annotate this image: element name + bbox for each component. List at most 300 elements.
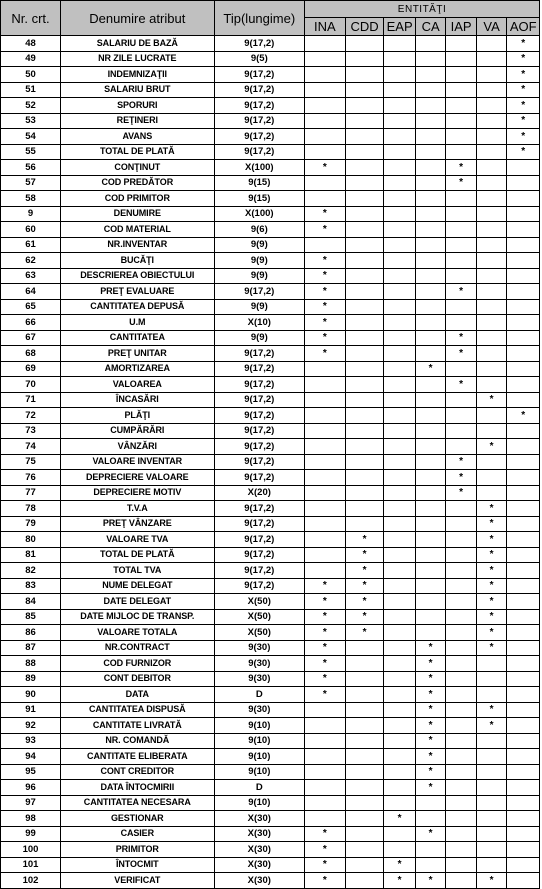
- entity-mark-ina: *: [305, 640, 346, 656]
- attribute-type: 9(10): [214, 749, 305, 765]
- table-row: [1, 501, 540, 517]
- row-number: 49: [1, 51, 61, 67]
- entity-mark-ina: [305, 36, 346, 52]
- attribute-type: D: [214, 780, 305, 796]
- entity-mark-ina: [305, 408, 346, 424]
- table-row: [1, 454, 540, 470]
- table-row: [1, 51, 540, 67]
- entity-mark-aof: [507, 160, 540, 176]
- entity-mark-cdd: [345, 485, 384, 501]
- entity-mark-va: [476, 795, 507, 811]
- attribute-type: 9(17,2): [214, 454, 305, 470]
- entity-mark-cdd: [345, 826, 384, 842]
- header-entity-va: VA: [476, 18, 507, 36]
- entity-mark-eap: [384, 361, 416, 377]
- table-row: [1, 392, 540, 408]
- attribute-type: 9(10): [214, 733, 305, 749]
- entity-mark-cdd: [345, 98, 384, 114]
- entity-mark-cdd: [345, 439, 384, 455]
- entity-mark-eap: [384, 687, 416, 703]
- entity-mark-va: *: [476, 625, 507, 641]
- entity-mark-ca: [415, 795, 446, 811]
- entity-mark-cdd: [345, 718, 384, 734]
- entity-mark-iap: [446, 51, 477, 67]
- row-number: 88: [1, 656, 61, 672]
- attribute-name: CONŢINUT: [61, 160, 215, 176]
- row-number: 75: [1, 454, 61, 470]
- entity-mark-aof: [507, 485, 540, 501]
- entity-mark-aof: *: [507, 51, 540, 67]
- entity-mark-cdd: [345, 237, 384, 253]
- entity-mark-ca: [415, 485, 446, 501]
- entity-mark-eap: [384, 749, 416, 765]
- entity-mark-ina: [305, 439, 346, 455]
- entity-mark-eap: [384, 547, 416, 563]
- entity-mark-va: [476, 113, 507, 129]
- entity-mark-va: [476, 82, 507, 98]
- entity-mark-cdd: *: [345, 563, 384, 579]
- table-row: [1, 811, 540, 827]
- entity-mark-iap: [446, 640, 477, 656]
- entity-mark-ca: *: [415, 640, 446, 656]
- attribute-type: 9(9): [214, 268, 305, 284]
- entity-mark-ina: [305, 129, 346, 145]
- attribute-type: 9(9): [214, 253, 305, 269]
- entity-mark-ca: [415, 175, 446, 191]
- attribute-type: 9(15): [214, 175, 305, 191]
- entity-mark-aof: *: [507, 67, 540, 83]
- row-number: 84: [1, 594, 61, 610]
- row-number: 51: [1, 82, 61, 98]
- table-row: [1, 315, 540, 331]
- attribute-name: T.V.A: [61, 501, 215, 517]
- entity-mark-aof: [507, 795, 540, 811]
- entity-mark-eap: [384, 532, 416, 548]
- entity-mark-aof: [507, 764, 540, 780]
- entity-mark-ca: [415, 516, 446, 532]
- entity-mark-va: [476, 175, 507, 191]
- attribute-name: VALOARE INVENTAR: [61, 454, 215, 470]
- entity-mark-aof: [507, 284, 540, 300]
- entity-mark-ca: [415, 578, 446, 594]
- table-row: [1, 330, 540, 346]
- table-row: [1, 547, 540, 563]
- entity-mark-ca: [415, 625, 446, 641]
- entity-mark-ina: [305, 237, 346, 253]
- row-number: 78: [1, 501, 61, 517]
- entity-mark-ina: *: [305, 253, 346, 269]
- entity-mark-eap: [384, 144, 416, 160]
- entity-mark-ca: [415, 439, 446, 455]
- entity-mark-cdd: [345, 392, 384, 408]
- entity-mark-eap: *: [384, 811, 416, 827]
- row-number: 98: [1, 811, 61, 827]
- attribute-name: NR. COMANDĂ: [61, 733, 215, 749]
- entity-mark-ina: *: [305, 873, 346, 889]
- row-number: 68: [1, 346, 61, 362]
- row-number: 77: [1, 485, 61, 501]
- attribute-name: SPORURI: [61, 98, 215, 114]
- header-name: Denumire atribut: [61, 1, 215, 36]
- entity-mark-va: [476, 764, 507, 780]
- entity-mark-va: [476, 330, 507, 346]
- entity-mark-aof: [507, 206, 540, 222]
- attribute-type: X(30): [214, 873, 305, 889]
- entity-mark-cdd: [345, 175, 384, 191]
- row-number: 54: [1, 129, 61, 145]
- entity-mark-cdd: [345, 408, 384, 424]
- entity-mark-eap: [384, 826, 416, 842]
- row-number: 96: [1, 780, 61, 796]
- row-number: 63: [1, 268, 61, 284]
- table-row: [1, 702, 540, 718]
- entity-mark-ina: [305, 67, 346, 83]
- attribute-type: 9(17,2): [214, 439, 305, 455]
- entity-mark-cdd: [345, 222, 384, 238]
- entity-mark-aof: *: [507, 82, 540, 98]
- entity-mark-aof: *: [507, 36, 540, 52]
- entity-mark-cdd: *: [345, 609, 384, 625]
- row-number: 64: [1, 284, 61, 300]
- table-row: [1, 237, 540, 253]
- entity-mark-eap: [384, 795, 416, 811]
- attribute-type: 9(17,2): [214, 392, 305, 408]
- row-number: 99: [1, 826, 61, 842]
- entity-mark-iap: [446, 113, 477, 129]
- entity-mark-va: *: [476, 439, 507, 455]
- entity-mark-aof: [507, 842, 540, 858]
- entity-mark-cdd: [345, 113, 384, 129]
- entity-mark-cdd: [345, 764, 384, 780]
- entity-mark-ina: *: [305, 315, 346, 331]
- entity-mark-va: [476, 826, 507, 842]
- entity-mark-iap: [446, 439, 477, 455]
- entity-mark-ina: [305, 191, 346, 207]
- table-row: [1, 160, 540, 176]
- table-row: [1, 408, 540, 424]
- entity-mark-eap: [384, 423, 416, 439]
- entity-mark-cdd: [345, 842, 384, 858]
- attribute-type: 9(17,2): [214, 346, 305, 362]
- entity-mark-aof: [507, 516, 540, 532]
- entity-mark-iap: [446, 811, 477, 827]
- header-entities: ENTITĂŢI: [305, 1, 540, 18]
- entity-mark-cdd: [345, 795, 384, 811]
- entity-mark-va: [476, 749, 507, 765]
- entity-mark-cdd: *: [345, 547, 384, 563]
- entity-mark-aof: [507, 501, 540, 517]
- entity-mark-ca: [415, 82, 446, 98]
- entity-mark-va: *: [476, 516, 507, 532]
- entity-mark-ca: [415, 315, 446, 331]
- entity-mark-iap: *: [446, 377, 477, 393]
- attribute-name: ÎNCASĂRI: [61, 392, 215, 408]
- entity-mark-iap: [446, 516, 477, 532]
- entity-mark-iap: [446, 532, 477, 548]
- table-row: [1, 563, 540, 579]
- entity-mark-va: *: [476, 532, 507, 548]
- entity-mark-eap: [384, 253, 416, 269]
- entity-mark-ina: [305, 361, 346, 377]
- attribute-type: 9(17,2): [214, 67, 305, 83]
- attribute-name: INDEMNIZAŢII: [61, 67, 215, 83]
- entity-mark-ca: [415, 206, 446, 222]
- entity-mark-ina: *: [305, 625, 346, 641]
- table-row: [1, 656, 540, 672]
- attribute-type: X(30): [214, 857, 305, 873]
- entity-mark-ca: *: [415, 361, 446, 377]
- attribute-type: X(30): [214, 826, 305, 842]
- row-number: 95: [1, 764, 61, 780]
- table-row: [1, 67, 540, 83]
- entity-mark-ina: [305, 780, 346, 796]
- entity-mark-aof: [507, 640, 540, 656]
- entity-mark-aof: [507, 439, 540, 455]
- table-row: [1, 36, 540, 52]
- entity-mark-cdd: [345, 160, 384, 176]
- entity-mark-iap: [446, 501, 477, 517]
- attribute-type: X(100): [214, 160, 305, 176]
- entity-mark-aof: *: [507, 98, 540, 114]
- attribute-type: X(50): [214, 625, 305, 641]
- entity-mark-iap: *: [446, 346, 477, 362]
- entity-mark-va: [476, 222, 507, 238]
- entity-mark-ca: [415, 36, 446, 52]
- entity-mark-eap: [384, 191, 416, 207]
- entity-mark-cdd: *: [345, 578, 384, 594]
- entity-mark-eap: [384, 129, 416, 145]
- entity-mark-cdd: [345, 516, 384, 532]
- entity-mark-eap: [384, 764, 416, 780]
- attribute-type: X(20): [214, 485, 305, 501]
- entity-mark-iap: [446, 129, 477, 145]
- entity-mark-eap: [384, 222, 416, 238]
- entity-mark-aof: [507, 857, 540, 873]
- row-number: 94: [1, 749, 61, 765]
- entity-mark-ca: *: [415, 749, 446, 765]
- entity-mark-eap: [384, 671, 416, 687]
- entity-mark-va: [476, 454, 507, 470]
- entity-mark-iap: [446, 191, 477, 207]
- entity-mark-iap: [446, 656, 477, 672]
- entity-mark-iap: [446, 733, 477, 749]
- table-row: [1, 609, 540, 625]
- entity-mark-va: *: [476, 547, 507, 563]
- entity-mark-ca: [415, 594, 446, 610]
- attribute-type: 9(17,2): [214, 501, 305, 517]
- attribute-name: TOTAL DE PLATĂ: [61, 144, 215, 160]
- entity-mark-ina: [305, 718, 346, 734]
- attribute-name: VALOAREA: [61, 377, 215, 393]
- table-row: [1, 82, 540, 98]
- entity-mark-aof: [507, 811, 540, 827]
- row-number: 85: [1, 609, 61, 625]
- attribute-name: PREŢ UNITAR: [61, 346, 215, 362]
- table-row: [1, 764, 540, 780]
- row-number: 83: [1, 578, 61, 594]
- entity-mark-aof: [507, 594, 540, 610]
- entity-mark-ca: [415, 67, 446, 83]
- entity-mark-va: [476, 811, 507, 827]
- entity-mark-aof: [507, 346, 540, 362]
- table-row: [1, 284, 540, 300]
- entity-mark-ina: [305, 144, 346, 160]
- attribute-type: 9(10): [214, 718, 305, 734]
- entity-mark-aof: [507, 330, 540, 346]
- entity-mark-eap: [384, 98, 416, 114]
- entity-mark-ca: [415, 609, 446, 625]
- attribute-name: DATE DELEGAT: [61, 594, 215, 610]
- header-nr: Nr. crt.: [1, 1, 61, 36]
- entity-mark-iap: [446, 718, 477, 734]
- entity-mark-aof: [507, 563, 540, 579]
- entity-mark-va: [476, 253, 507, 269]
- entity-mark-eap: [384, 470, 416, 486]
- entity-mark-ca: *: [415, 733, 446, 749]
- table-row: [1, 175, 540, 191]
- entity-mark-ca: *: [415, 656, 446, 672]
- entity-mark-va: *: [476, 594, 507, 610]
- entity-mark-cdd: [345, 191, 384, 207]
- entity-mark-iap: *: [446, 454, 477, 470]
- entity-mark-eap: [384, 346, 416, 362]
- entity-mark-ca: *: [415, 687, 446, 703]
- table-row: [1, 129, 540, 145]
- attribute-name: DEPRECIERE VALOARE: [61, 470, 215, 486]
- attribute-name: CANTITATE ELIBERATA: [61, 749, 215, 765]
- entity-mark-ina: [305, 175, 346, 191]
- attribute-name: TOTAL DE PLATĂ: [61, 547, 215, 563]
- header-entity-ina: INA: [305, 18, 346, 36]
- entity-mark-ina: [305, 423, 346, 439]
- entity-mark-ina: *: [305, 346, 346, 362]
- entity-mark-va: [476, 671, 507, 687]
- entity-mark-aof: [507, 454, 540, 470]
- attribute-type: 9(5): [214, 51, 305, 67]
- attribute-name: U.M: [61, 315, 215, 331]
- entity-mark-aof: [507, 253, 540, 269]
- table-row: [1, 718, 540, 734]
- table-row: [1, 842, 540, 858]
- entity-mark-aof: [507, 532, 540, 548]
- attribute-type: 9(17,2): [214, 516, 305, 532]
- header-entity-eap: EAP: [384, 18, 416, 36]
- entity-mark-va: [476, 237, 507, 253]
- row-number: 100: [1, 842, 61, 858]
- table-row: [1, 640, 540, 656]
- entity-mark-ina: *: [305, 578, 346, 594]
- row-number: 102: [1, 873, 61, 889]
- entity-mark-eap: [384, 702, 416, 718]
- attribute-type: 9(30): [214, 702, 305, 718]
- entity-mark-iap: [446, 625, 477, 641]
- entity-mark-ina: *: [305, 222, 346, 238]
- entity-mark-va: [476, 408, 507, 424]
- attribute-type: 9(17,2): [214, 82, 305, 98]
- table-row: [1, 346, 540, 362]
- entity-mark-aof: [507, 687, 540, 703]
- entity-mark-cdd: *: [345, 594, 384, 610]
- entity-mark-ina: [305, 795, 346, 811]
- entity-mark-iap: [446, 594, 477, 610]
- entity-mark-ca: [415, 377, 446, 393]
- entity-mark-ina: [305, 702, 346, 718]
- attribute-name: COD MATERIAL: [61, 222, 215, 238]
- attribute-name: DENUMIRE: [61, 206, 215, 222]
- entity-mark-eap: [384, 36, 416, 52]
- entity-mark-ina: *: [305, 609, 346, 625]
- entity-mark-va: [476, 470, 507, 486]
- entity-mark-iap: [446, 873, 477, 889]
- attribute-type: 9(10): [214, 795, 305, 811]
- entity-mark-ca: [415, 253, 446, 269]
- entity-mark-eap: [384, 780, 416, 796]
- attribute-name: CANTITATEA DEPUSĂ: [61, 299, 215, 315]
- entity-mark-cdd: [345, 67, 384, 83]
- entity-mark-eap: [384, 563, 416, 579]
- entity-mark-aof: [507, 222, 540, 238]
- row-number: 72: [1, 408, 61, 424]
- table-row: [1, 733, 540, 749]
- entity-mark-cdd: *: [345, 625, 384, 641]
- attribute-type: X(10): [214, 315, 305, 331]
- entity-mark-aof: [507, 671, 540, 687]
- entity-mark-ca: *: [415, 826, 446, 842]
- entity-mark-ca: [415, 299, 446, 315]
- entity-mark-ina: [305, 547, 346, 563]
- row-number: 9: [1, 206, 61, 222]
- entity-mark-eap: [384, 408, 416, 424]
- row-number: 56: [1, 160, 61, 176]
- entity-mark-va: [476, 206, 507, 222]
- row-number: 76: [1, 470, 61, 486]
- row-number: 66: [1, 315, 61, 331]
- entity-mark-va: [476, 315, 507, 331]
- attribute-type: D: [214, 687, 305, 703]
- entity-mark-iap: [446, 795, 477, 811]
- entity-mark-cdd: [345, 470, 384, 486]
- entity-mark-ca: [415, 857, 446, 873]
- row-number: 87: [1, 640, 61, 656]
- table-row: [1, 687, 540, 703]
- attribute-type: 9(17,2): [214, 113, 305, 129]
- row-number: 65: [1, 299, 61, 315]
- entity-mark-aof: *: [507, 113, 540, 129]
- row-number: 73: [1, 423, 61, 439]
- entity-mark-cdd: [345, 36, 384, 52]
- entity-mark-ca: [415, 392, 446, 408]
- header-entity-cdd: CDD: [345, 18, 384, 36]
- entity-mark-cdd: [345, 253, 384, 269]
- table-row: [1, 222, 540, 238]
- entity-mark-va: [476, 361, 507, 377]
- entity-mark-aof: [507, 191, 540, 207]
- entity-mark-va: [476, 780, 507, 796]
- entity-mark-eap: [384, 299, 416, 315]
- row-number: 60: [1, 222, 61, 238]
- entity-mark-cdd: [345, 377, 384, 393]
- table-row: [1, 516, 540, 532]
- table-row: [1, 780, 540, 796]
- entity-mark-ca: [415, 423, 446, 439]
- entity-mark-cdd: [345, 640, 384, 656]
- entity-mark-ina: [305, 733, 346, 749]
- entity-mark-va: *: [476, 501, 507, 517]
- attribute-name: PREŢ EVALUARE: [61, 284, 215, 300]
- entity-mark-va: [476, 842, 507, 858]
- attribute-type: 9(17,2): [214, 377, 305, 393]
- entity-mark-ca: [415, 222, 446, 238]
